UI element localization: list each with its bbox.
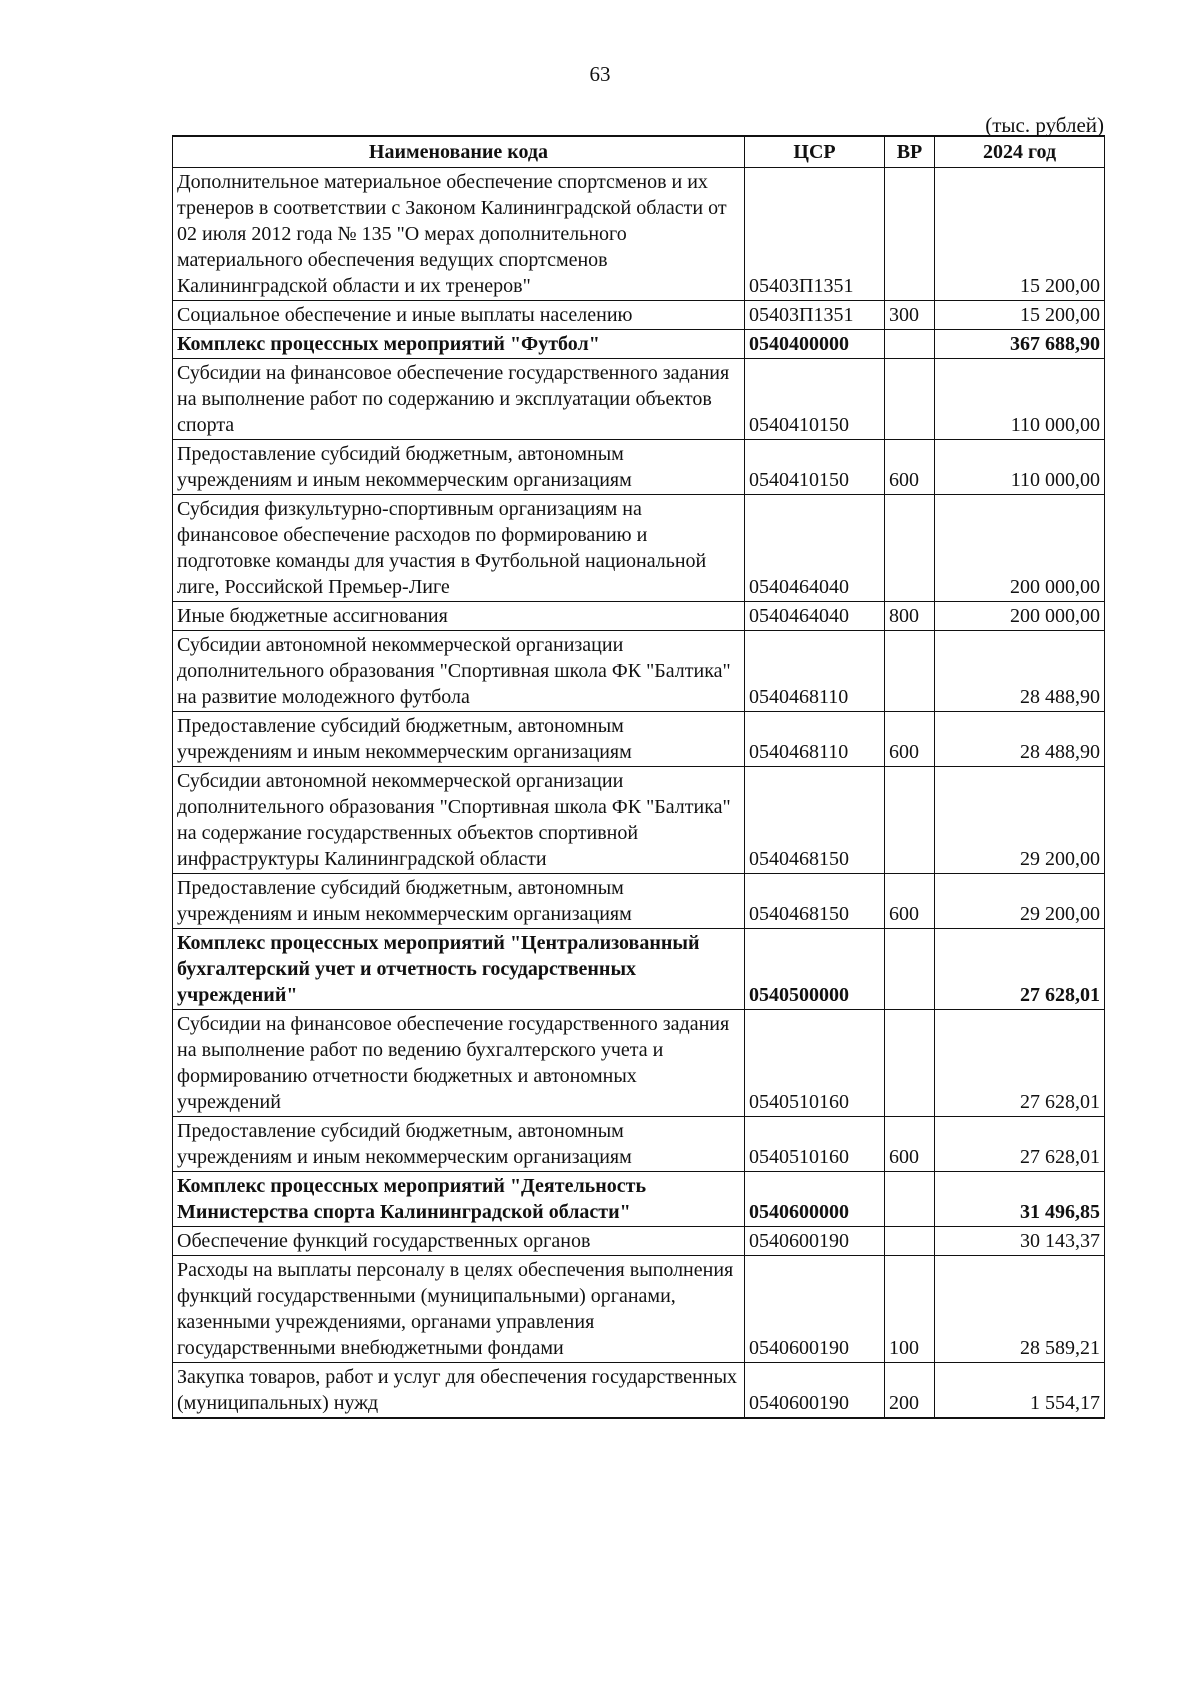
row-vr-cell: [885, 330, 935, 359]
row-name-cell: Субсидии на финансовое обеспечение государственного задания на выполнение работ по содержанию и эксплуатации объектов спорта: [173, 359, 745, 440]
row-amount-cell: 27 628,01: [935, 1117, 1105, 1172]
row-amount-cell: 200 000,00: [935, 602, 1105, 631]
row-vr-cell: [885, 1010, 935, 1117]
row-csr-cell: 0540510160: [745, 1010, 885, 1117]
row-csr-cell: 0540410150: [745, 440, 885, 495]
row-name-cell: Обеспечение функций государственных органов: [173, 1227, 745, 1256]
page-number: 63: [589, 62, 611, 86]
row-name-cell: Закупка товаров, работ и услуг для обеспечения государственных (муниципальных) нужд: [173, 1363, 745, 1419]
row-vr-cell: [885, 168, 935, 301]
row-csr-cell: 0540468150: [745, 767, 885, 874]
row-vr-cell: 800: [885, 602, 935, 631]
row-name-cell: Расходы на выплаты персоналу в целях обеспечения выполнения функций государственными (муниципальными) органами, казенными учреждениями, органами управления государственными внебюджетными фондами: [173, 1256, 745, 1363]
table-row: [173, 1256, 1105, 1363]
table-row: [173, 359, 1105, 440]
row-amount-cell: 367 688,90: [935, 330, 1105, 359]
row-vr-cell: 300: [885, 301, 935, 330]
row-csr-cell: 0540464040: [745, 602, 885, 631]
table-row: [173, 1363, 1105, 1419]
row-amount-cell: 28 488,90: [935, 631, 1105, 712]
row-amount-cell: 27 628,01: [935, 1010, 1105, 1117]
row-name-cell: Предоставление субсидий бюджетным, автономным учреждениям и иным некоммерческим организациям: [173, 1117, 745, 1172]
row-amount-cell: 29 200,00: [935, 767, 1105, 874]
row-name-cell: Иные бюджетные ассигнования: [173, 602, 745, 631]
header-amount: 2024 год: [935, 136, 1105, 168]
table-row: [173, 929, 1105, 1010]
table-row: [173, 1227, 1105, 1256]
row-vr-cell: 600: [885, 440, 935, 495]
row-csr-cell: 0540468150: [745, 874, 885, 929]
table-row: [173, 330, 1105, 359]
header-vr: ВР: [885, 136, 935, 168]
row-amount-cell: 110 000,00: [935, 440, 1105, 495]
table-row: [173, 874, 1105, 929]
row-vr-cell: [885, 1227, 935, 1256]
row-amount-cell: 28 589,21: [935, 1256, 1105, 1363]
row-vr-cell: 100: [885, 1256, 935, 1363]
table-row: [173, 440, 1105, 495]
table-row: [173, 1117, 1105, 1172]
row-csr-cell: 05403П1351: [745, 168, 885, 301]
row-amount-cell: 110 000,00: [935, 359, 1105, 440]
row-amount-cell: 30 143,37: [935, 1227, 1105, 1256]
row-name-cell: Комплекс процессных мероприятий "Деятельность Министерства спорта Калининградской области": [173, 1172, 745, 1227]
table-row: [173, 767, 1105, 874]
budget-table: [172, 135, 1105, 1419]
row-csr-cell: 0540500000: [745, 929, 885, 1010]
row-name-cell: Комплекс процессных мероприятий "Централизованный бухгалтерский учет и отчетность государственных учреждений": [173, 929, 745, 1010]
table-row: [173, 168, 1105, 301]
row-csr-cell: 0540468110: [745, 712, 885, 767]
row-name-cell: Субсидии автономной некоммерческой организации дополнительного образования "Спортивная школа ФК "Балтика" на содержание государственных объектов спортивной инфраструктуры Калининградской области: [173, 767, 745, 874]
row-name-cell: Субсидия физкультурно-спортивным организациям на финансовое обеспечение расходов по формированию и подготовке команды для участия в Футбольной национальной лиге, Российской Премьер-Лиге: [173, 495, 745, 602]
row-amount-cell: 1 554,17: [935, 1363, 1105, 1419]
row-csr-cell: 0540468110: [745, 631, 885, 712]
row-vr-cell: [885, 1172, 935, 1227]
row-csr-cell: 0540600000: [745, 1172, 885, 1227]
table-row: [173, 301, 1105, 330]
table-row: [173, 712, 1105, 767]
table-row: [173, 1010, 1105, 1117]
row-name-cell: Предоставление субсидий бюджетным, автономным учреждениям и иным некоммерческим организациям: [173, 440, 745, 495]
row-amount-cell: 29 200,00: [935, 874, 1105, 929]
row-name-cell: Социальное обеспечение и иные выплаты населению: [173, 301, 745, 330]
row-csr-cell: 0540410150: [745, 359, 885, 440]
table-row: [173, 602, 1105, 631]
row-name-cell: Дополнительное материальное обеспечение спортсменов и их тренеров в соответствии с Законом Калининградской области от 02 июля 2012 года № 135 "О мерах дополнительного материального обеспечения ведущих спортсменов Калининградской области и их тренеров": [173, 168, 745, 301]
row-amount-cell: 15 200,00: [935, 301, 1105, 330]
row-name-cell: Субсидии на финансовое обеспечение государственного задания на выполнение работ по ведению бухгалтерского учета и формированию отчетности бюджетных и автономных учреждений: [173, 1010, 745, 1117]
table-row: [173, 495, 1105, 602]
row-vr-cell: [885, 929, 935, 1010]
row-vr-cell: [885, 631, 935, 712]
row-name-cell: Предоставление субсидий бюджетным, автономным учреждениям и иным некоммерческим организациям: [173, 874, 745, 929]
row-amount-cell: 31 496,85: [935, 1172, 1105, 1227]
row-name-cell: Субсидии автономной некоммерческой организации дополнительного образования "Спортивная школа ФК "Балтика" на развитие молодежного футбола: [173, 631, 745, 712]
table-header-row: [173, 136, 1105, 168]
row-vr-cell: [885, 767, 935, 874]
table-row: [173, 1172, 1105, 1227]
row-amount-cell: 28 488,90: [935, 712, 1105, 767]
row-name-cell: Комплекс процессных мероприятий "Футбол": [173, 330, 745, 359]
row-vr-cell: 200: [885, 1363, 935, 1419]
row-vr-cell: 600: [885, 712, 935, 767]
row-amount-cell: 15 200,00: [935, 168, 1105, 301]
row-name-cell: Предоставление субсидий бюджетным, автономным учреждениям и иным некоммерческим организациям: [173, 712, 745, 767]
table-row: [173, 631, 1105, 712]
row-vr-cell: 600: [885, 874, 935, 929]
row-csr-cell: 0540600190: [745, 1363, 885, 1419]
header-csr: ЦСР: [745, 136, 885, 168]
row-csr-cell: 0540400000: [745, 330, 885, 359]
row-amount-cell: 27 628,01: [935, 929, 1105, 1010]
header-name: Наименование кода: [173, 136, 745, 168]
units-label: (тыс. рублей): [985, 113, 1104, 137]
row-amount-cell: 200 000,00: [935, 495, 1105, 602]
row-csr-cell: 0540510160: [745, 1117, 885, 1172]
row-csr-cell: 0540600190: [745, 1227, 885, 1256]
row-csr-cell: 05403П1351: [745, 301, 885, 330]
row-csr-cell: 0540600190: [745, 1256, 885, 1363]
row-csr-cell: 0540464040: [745, 495, 885, 602]
row-vr-cell: [885, 359, 935, 440]
row-vr-cell: [885, 495, 935, 602]
table-body: [173, 168, 1105, 1419]
row-vr-cell: 600: [885, 1117, 935, 1172]
